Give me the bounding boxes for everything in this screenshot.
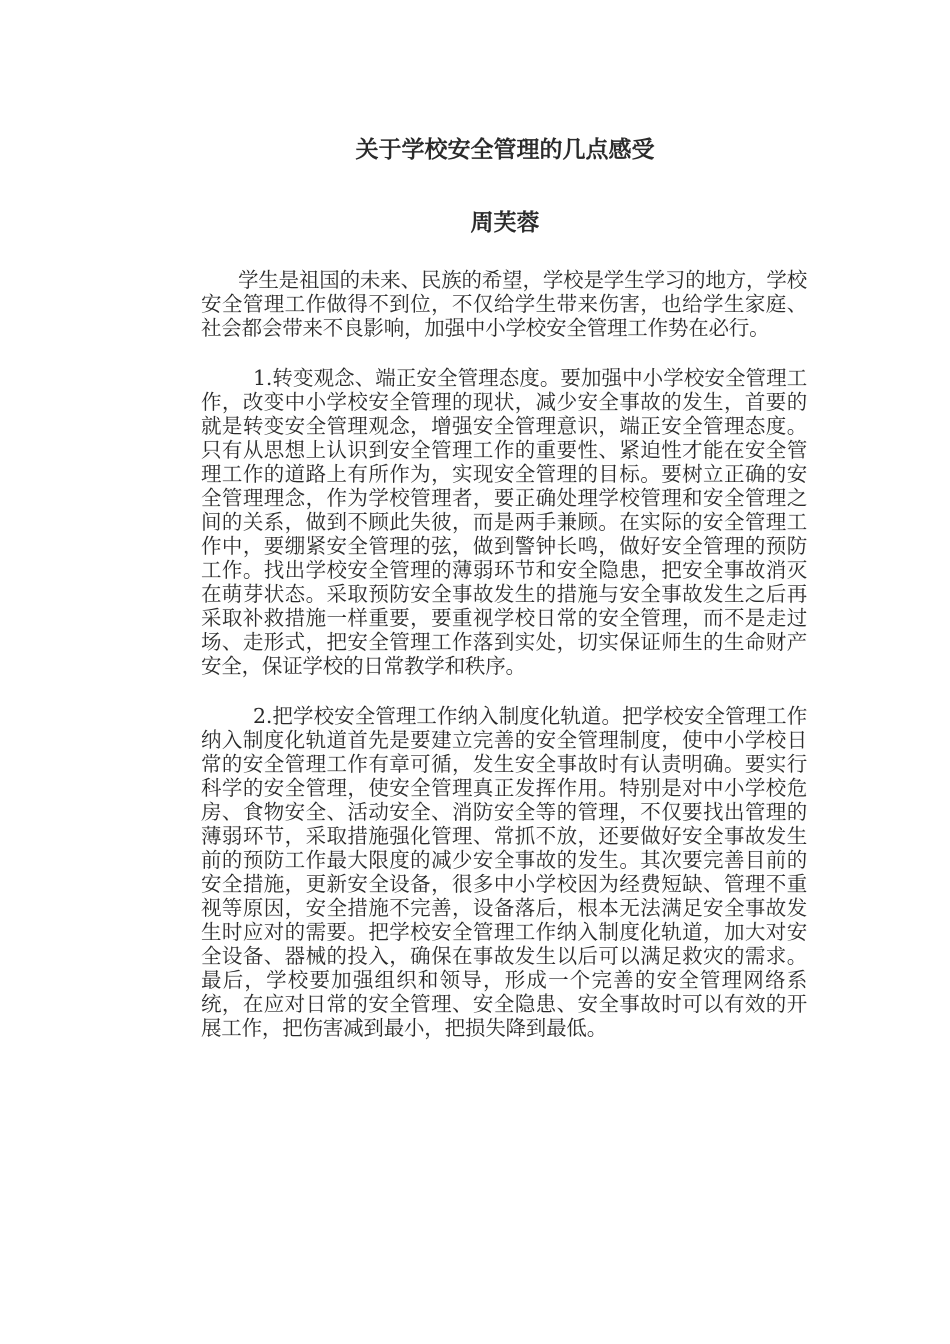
section-2-paragraph: 2.把学校安全管理工作纳入制度化轨道。把学校安全管理工作纳入制度化轨道首先是要建立完善的安全管理制度，使中小学校日常的安全管理工作有章可循，发生安全事故时有认责明确。要实行科学的安全管理，使安全管理真正发挥作用。特别是对中小学校危房、食物安全、活动安全、消防安全等的管理，不仅要找出管理的薄弱环节，采取措施强化管理、常抓不放，还要做好安全事故发生前的预防工作最大限度的减少安全事故的发生。其次要完善目前的安全措施，更新安全设备，很多中小学校因为经费短缺、管理不重视等原因，安全措施不完善，设备落后，根本无法满足安全事故发生时应对的需要。把学校安全管理工作纳入制度化轨道，加大对安全设备、器械的投入，确保在事故发生以后可以满足救灾的需求。最后，学校要加强组织和领导，形成一个完善的安全管理网络系统，在应对日常的安全管理、安全隐患、安全事故时可以有效的开展工作，把伤害减到最小，把损失降到最低。 (201, 704, 807, 1040)
document-title: 关于学校安全管理的几点感受 (355, 136, 655, 163)
document-body (201, 268, 807, 1066)
document-author: 周芙蓉 (470, 209, 540, 236)
intro-paragraph: 学生是祖国的未来、民族的希望，学校是学生学习的地方，学校安全管理工作做得不到位，不仅给学生带来伤害，也给学生家庭、社会都会带来不良影响，加强中小学校安全管理工作势在必行。 (201, 268, 807, 340)
section-1-paragraph: 1.转变观念、端正安全管理态度。要加强中小学校安全管理工作，改变中小学校安全管理的现状，减少安全事故的发生，首要的就是转变安全管理观念，增强安全管理意识，端正安全管理态度。只有从思想上认识到安全管理工作的重要性、紧迫性才能在安全管理工作的道路上有所作为，实现安全管理的目标。要树立正确的安全管理理念，作为学校管理者，要正确处理学校管理和安全管理之间的关系，做到不顾此失彼，而是两手兼顾。在实际的安全管理工作中，要绷紧安全管理的弦，做到警钟长鸣，做好安全管理的预防工作。找出学校安全管理的薄弱环节和安全隐患，把安全事故消灭在萌芽状态。采取预防安全事故发生的措施与安全事故发生之后再采取补救措施一样重要，要重视学校日常的安全管理，而不是走过场、走形式，把安全管理工作落到实处，切实保证师生的生命财产安全，保证学校的日常教学和秩序。 (201, 366, 807, 678)
